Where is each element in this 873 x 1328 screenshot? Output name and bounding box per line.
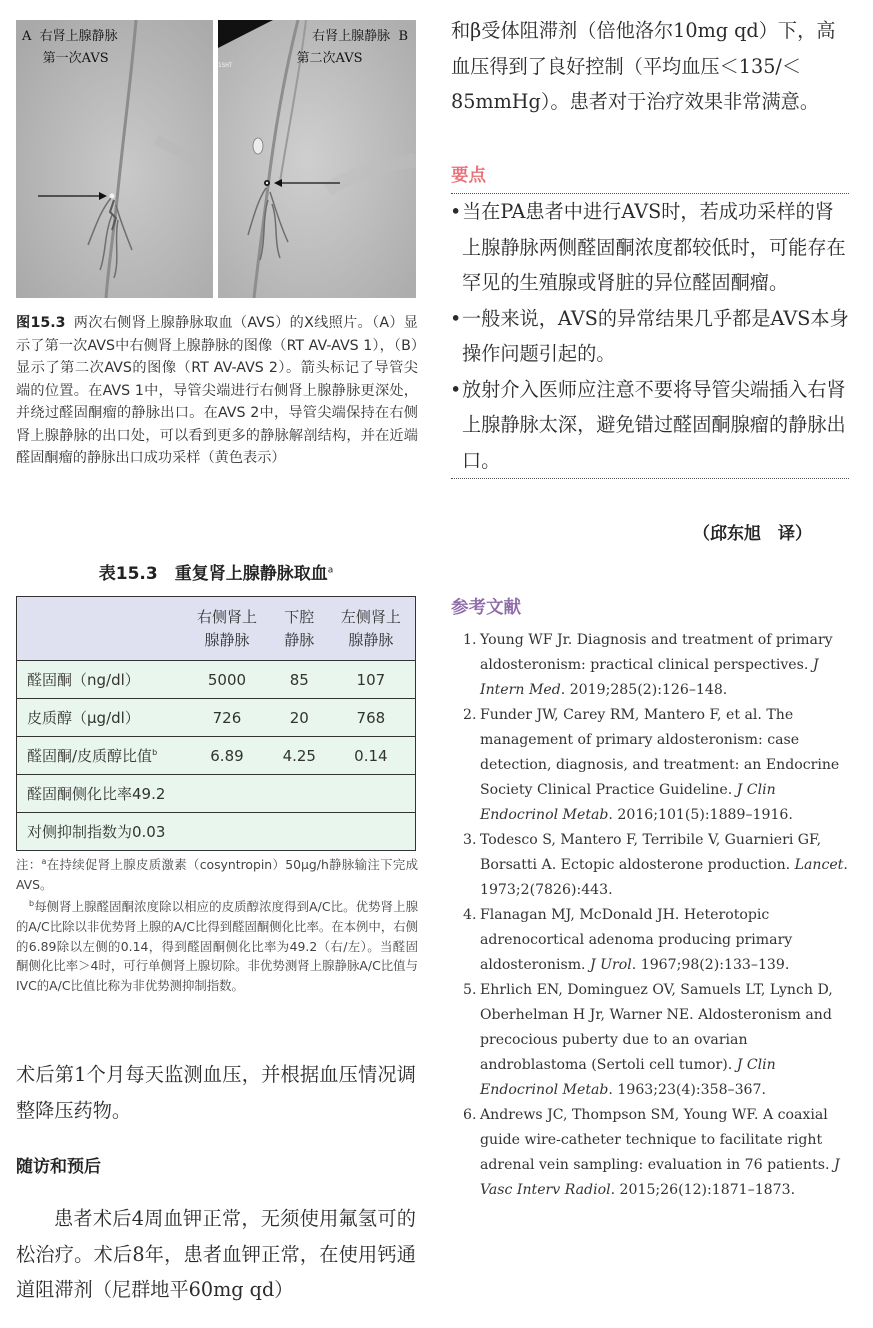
body-paragraph-2: 患者术后4周血钾正常，无须使用氟氢可的松治疗。术后8年，患者血钾正常，在使用钙通道阻滞剂（尼群地平60mg qd） [16, 1207, 416, 1301]
table-row-label: 皮质醇（μg/dl） [17, 699, 183, 737]
keypoints-list [451, 194, 851, 478]
table-row [17, 661, 416, 699]
table-header-right-adrenal [182, 597, 272, 661]
reference-item: 2. Funder JW, Carey RM, Mantero F, et al. The management of primary aldosteronism: case detection, diagnosis, and treatment: an Endocrine Society Clinical Practice Guideline. J Clin Endocrinol Metab. 2016;101(5):1889–1916. [463, 707, 840, 823]
lateralization-ratio: 醛固酮侧化比率49.2 [17, 775, 416, 813]
references-list [463, 628, 855, 1203]
reference-item: 1. Young WF Jr. Diagnosis and treatment of primary aldosteronism: practical clinical perspectives. J Intern Med. 2019;285(2):126–148. [463, 632, 833, 698]
figure-15-3 [16, 20, 416, 298]
figure-caption-label: 图15.3 [16, 315, 66, 331]
table-header-left-adrenal [327, 597, 416, 661]
table-header-text: 右侧肾上 [196, 607, 257, 626]
translator-credit: （邱东旭 译） [693, 524, 812, 544]
xray-panel-b [218, 20, 416, 298]
table-note-a: 注：$^a$在持续促肾上腺皮质激素（cosyntropin）50μg/h静脉输注下完成AVS。 [16, 857, 419, 892]
table-cell: 4.25 [272, 737, 327, 775]
table-header-text: 腺静脉 [348, 630, 394, 649]
panel-a-label: A 右肾上腺静脉 第一次AVS [22, 29, 118, 66]
reference-item: 4. Flanagan MJ, McDonald JH. Heterotopic adrenocortical adenoma producing primary aldosteronism. J Urol. 1967;98(2):133–139. [463, 907, 793, 973]
panel-b-label: 右肾上腺静脉 B 第二次AVS [296, 29, 408, 66]
table-cell: 768 [327, 699, 416, 737]
table-note-b: $^b$每侧肾上腺醛固酮浓度除以相应的皮质醇浓度得到A/C比。优势肾上腺的A/C比除以非优势肾上腺的A/C比得到醛固酮侧化比率。在本例中，右侧的6.89除以左侧的0.14，得到醛固酮侧化比率为49.2（右/左）。当醛固酮侧化比率＞4时，可行单侧肾上腺切除。非优势测肾上腺静脉A/C比值与IVC的A/C比值比称为非优势测抑制指数。 [16, 899, 418, 993]
keypoint-item: • 当在PA患者中进行AVS时，若成功采样的肾上腺静脉两侧醛固酮浓度都较低时，可能存在罕见的生殖腺或肾脏的异位醛固酮瘤。 [451, 194, 851, 301]
table-header-ivc [272, 597, 327, 661]
panel-b-tag: 1SHT [218, 62, 233, 69]
avs-results-table [16, 596, 416, 851]
table-header-text: 腺静脉 [204, 630, 250, 649]
contralateral-suppression-index: 对侧抑制指数为0.03 [17, 813, 416, 851]
references-title: 参考文献 [451, 598, 521, 618]
table-row [17, 699, 416, 737]
xray-panel-a [16, 20, 213, 298]
table-notes [16, 852, 418, 995]
table-title: 表15.3 重复肾上腺静脉取血$^a$ [98, 564, 334, 584]
table-cell: 5000 [182, 661, 272, 699]
section-heading-followup: 随访和预后 [16, 1157, 101, 1177]
body-paragraph-1: 术后第1个月每天监测血压，并根据血压情况调整降压药物。 [16, 1063, 416, 1122]
table-row-label: 醛固酮/皮质醇比值$^b$ [17, 737, 183, 775]
figure-caption [16, 312, 418, 470]
figure-caption-text: 两次右侧肾上腺静脉取血（AVS）的X线照片。（A）显示了第一次AVS中右侧肾上腺静脉的图像（RT AV-AVS 1），（B）显示了第二次AVS的图像（RT AV-AVS 2）。箭头标记了导管尖端的位置。在AVS 1中，导管尖端进行右侧肾上腺静脉更深处，并绕过醛固酮瘤的静脉出口。在AVS 2中，导管尖端保持在右侧肾上腺静脉的出口处，可以看到更多的静脉解剖结构，并在近端醛固酮瘤的静脉出口成功采样（黄色表示） [16, 315, 418, 466]
table-cell: 107 [327, 661, 416, 699]
table-header-text: 下腔 [284, 607, 315, 626]
body-paragraph-continued: 和β受体阻滞剂（倍他洛尔10mg qd）下，高血压得到了良好控制（平均血压＜135/＜85mmHg）。患者对于治疗效果非常满意。 [451, 19, 836, 113]
table-cell: 85 [272, 661, 327, 699]
table-row-full [17, 775, 416, 813]
table-row [17, 737, 416, 775]
table-header-text: 左侧肾上 [340, 607, 401, 626]
table-cell: 6.89 [182, 737, 272, 775]
table-header-row [17, 597, 416, 661]
keypoint-item: • 放射介入医师应注意不要将导管尖端插入右肾上腺静脉太深，避免错过醛固酮腺瘤的静脉出口。 [451, 372, 851, 479]
table-row-full [17, 813, 416, 851]
table-header-empty [17, 597, 183, 661]
table-row-label: 醛固酮（ng/dl） [17, 661, 183, 699]
keypoints-title: 要点 [451, 166, 486, 186]
table-cell: 0.14 [327, 737, 416, 775]
reference-item: 6. Andrews JC, Thompson SM, Young WF. A coaxial guide wire-catheter technique to facilitate right adrenal vein sampling: evaluation in 76 patients. J Vasc Interv Radiol. 2015;26(12):1871–1873. [463, 1107, 840, 1198]
reference-item: 3. Todesco S, Mantero F, Terribile V, Guarnieri GF, Borsatti A. Ectopic aldosterone production. Lancet. 1973;2(7826):443. [463, 832, 848, 898]
divider-bottom [451, 478, 849, 479]
table-cell: 20 [272, 699, 327, 737]
keypoint-item: • 一般来说，AVS的异常结果几乎都是AVS本身操作问题引起的。 [451, 301, 851, 372]
table-header-text: 静脉 [284, 630, 315, 649]
table-cell: 726 [182, 699, 272, 737]
reference-item: 5. Ehrlich EN, Dominguez OV, Samuels LT, Lynch D, Oberhelman H Jr, Warner NE. Aldosteronism and precocious puberty due to an ovarian androblastoma (Sertoli cell tumor). J Clin Endocrinol Metab. 1963;23(4):358–367. [463, 982, 833, 1098]
